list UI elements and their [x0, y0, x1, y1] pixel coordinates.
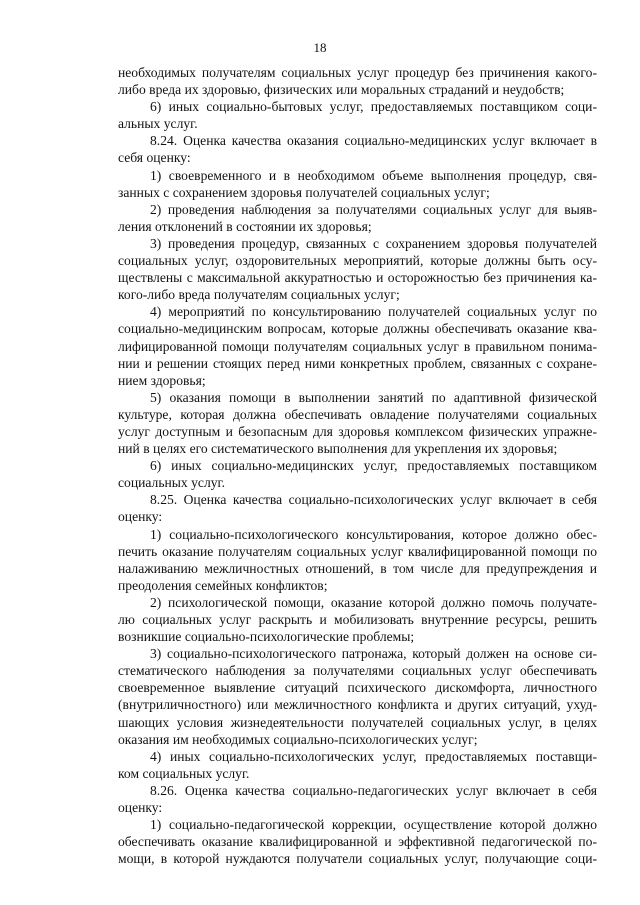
text-line: 8.24. Оценка качества оказания социально-медицинских услуг включает в: [150, 133, 597, 149]
text-line: себя оценку:: [118, 150, 191, 166]
text-line: ществлены с максимальной аккуратностью и осторожностью без причинения ка-: [118, 270, 597, 286]
text-line: альных услуг.: [118, 116, 198, 132]
text-line: социальных услуг.: [118, 475, 225, 491]
text-line: ления отклонений в состоянии их здоровья;: [118, 218, 372, 234]
text-line: 8.25. Оценка качества социально-психологических услуг включает в себя: [150, 492, 597, 508]
text-line: 2) психологической помощи, оказание которой должно помочь получате-: [150, 594, 597, 610]
text-line: необходимых получателям социальных услуг процедур без причинения какого-: [118, 65, 597, 80]
text-line: 6) иных социально-бытовых услуг, предоставляемых поставщиком соци-: [150, 99, 597, 115]
page-number: 18: [313, 40, 327, 55]
text-line: социальных услуг, оздоровительных мероприятий, которые должны быть осу-: [118, 253, 597, 269]
text-line: 2) проведения наблюдения за получателями социальных услуг для выяв-: [150, 201, 597, 217]
text-line: 4) мероприятий по консультированию получателей социальных услуг по: [150, 304, 597, 320]
text-line: оценку:: [118, 509, 163, 525]
text-line: 5) оказания помощи в выполнении занятий по адаптивной физической: [150, 389, 597, 405]
text-line: 1) социально-психологического консультирования, которое должно обес-: [150, 526, 597, 542]
text-line: оказания им необходимых социально-психологических услуг;: [118, 731, 478, 747]
text-line: обеспечивать оказание квалифицированной и эффективной педагогической по-: [118, 834, 597, 850]
text-line: шающих условия жизнедеятельности получателей социальных услуг, в целях: [118, 714, 597, 730]
text-line: кого-либо вреда получателям социальных услуг;: [118, 287, 400, 303]
text-line: 8.26. Оценка качества социально-педагогических услуг включает в себя: [150, 782, 597, 798]
text-line: 4) иных социально-психологических услуг, предоставляемых поставщи-: [150, 748, 597, 764]
text-line: (внутриличностного) или межличностного конфликта и других ситуаций, ухуд-: [118, 697, 597, 713]
text-line: 3) социально-психологического патронажа, который должен на основе си-: [150, 646, 597, 662]
text-line: социально-медицинским вопросам, которые должны обеспечивать оказание ква-: [118, 321, 597, 337]
text-line: лю социальных услуг раскрыть и мобилизовать внутренние ресурсы, решить: [118, 612, 597, 627]
text-line: налаживанию межличностных отношений, в том числе для предупреждения и: [118, 560, 597, 576]
text-line: либо вреда их здоровью, физических или моральных страданий и неудобств;: [118, 82, 565, 98]
text-line: преодоления семейных конфликтов;: [118, 577, 328, 593]
text-line: ком социальных услуг.: [118, 765, 250, 781]
text-line: ний в целях его систематического выполнения для укрепления их здоровья;: [118, 441, 558, 457]
text-line: культуре, которая должна обеспечивать овладение получателями социальных: [118, 406, 597, 422]
text-line: возникшие социально-психологические проблемы;: [118, 629, 415, 645]
text-line: оценку:: [118, 800, 163, 816]
text-line: своевременное выявление ситуаций психического дискомфорта, личностного: [118, 680, 597, 696]
text-line: печить оказание получателям социальных услуг квалифицированной помощи по: [118, 543, 597, 559]
text-line: стематического наблюдения за получателями социальных услуг обеспечивать: [118, 663, 597, 679]
text-line: 6) иных социально-медицинских услуг, предоставляемых поставщиком: [150, 458, 597, 474]
document-body: [118, 64, 597, 867]
text-line: 1) своевременного и в необходимом объеме выполнения процедур, свя-: [150, 167, 597, 183]
text-line: услуг доступным и безопасным для здоровья комплексом физических упражне-: [118, 423, 597, 439]
text-line: 3) проведения процедур, связанных с сохранением здоровья получателей: [150, 235, 597, 251]
text-line: нии и решении стоящих перед ними конкретных проблем, связанных с сохране-: [118, 355, 597, 371]
text-line: занных с сохранением здоровья получателей социальных услуг;: [118, 184, 490, 200]
text-line: мощи, в которой нуждаются получатели социальных услуг, получающие соци-: [118, 851, 597, 867]
text-line: нием здоровья;: [118, 372, 206, 388]
text-line: 1) социально-педагогической коррекции, осуществление которой должно: [150, 817, 597, 833]
text-line: лифицированной помощи получателям социальных услуг в правильном понима-: [118, 338, 597, 354]
